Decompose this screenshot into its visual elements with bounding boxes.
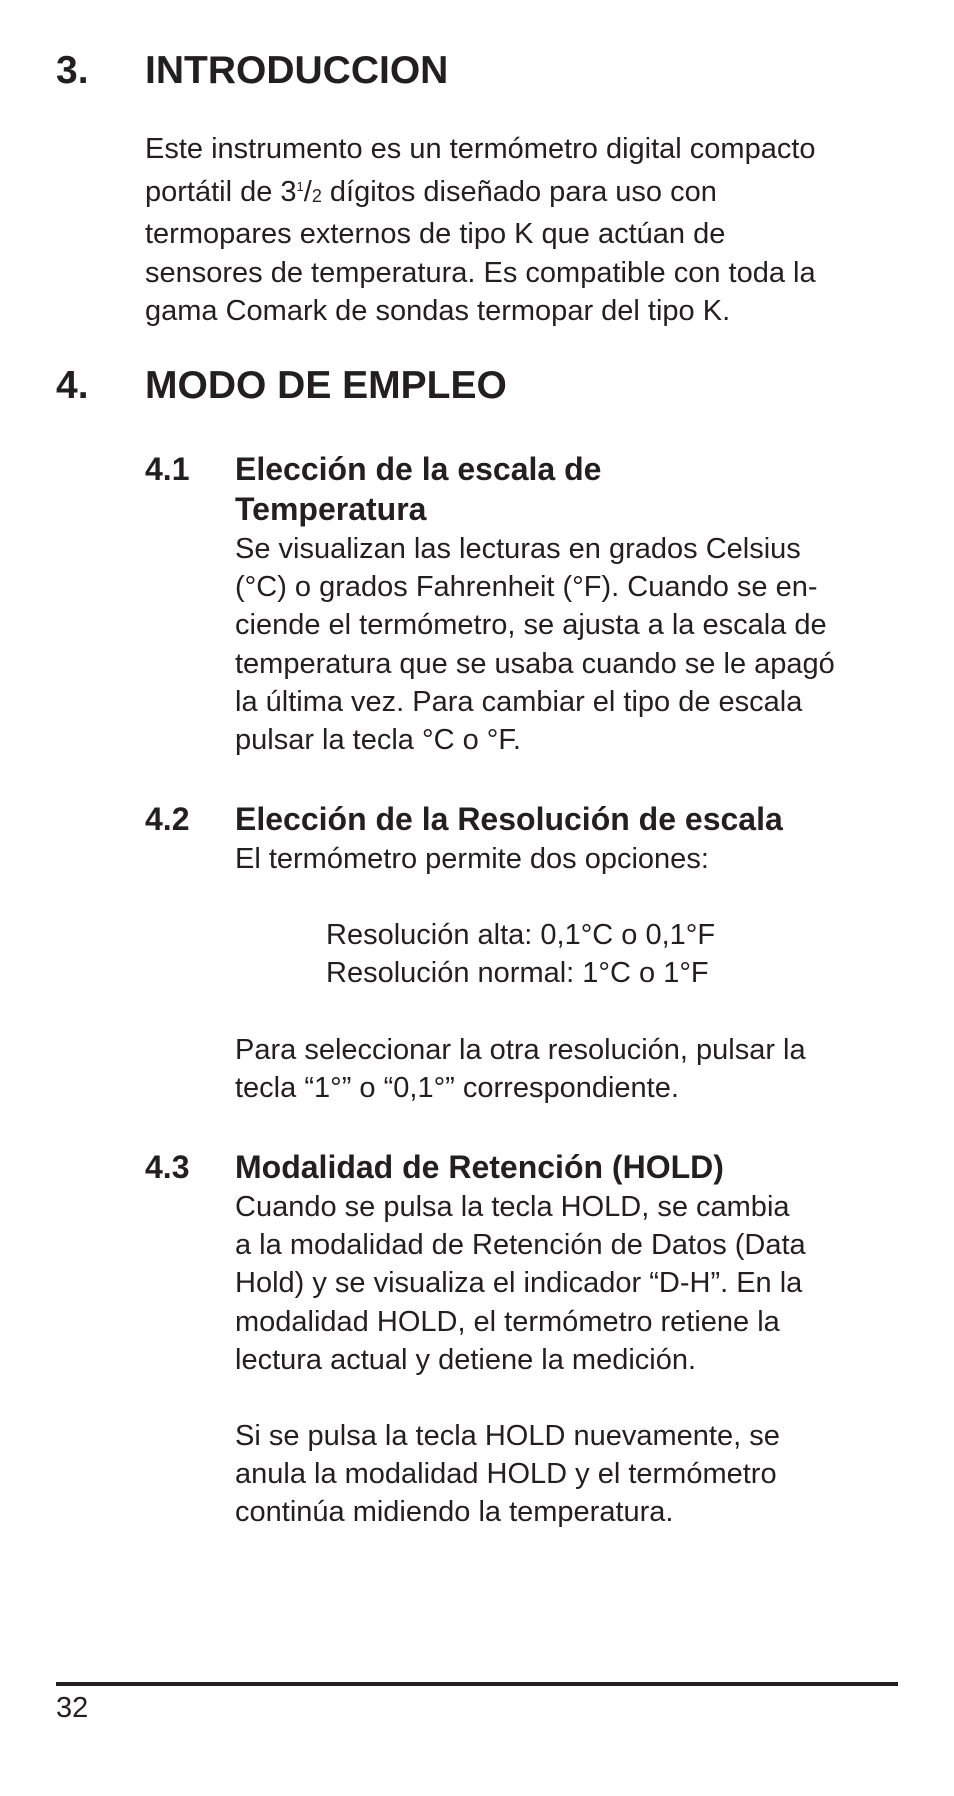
option-item: Resolución normal: 1°C o 1°F xyxy=(326,957,709,990)
option-item: Resolución alta: 0,1°C o 0,1°F xyxy=(326,919,716,951)
section-3-heading xyxy=(56,49,448,93)
section-4-heading xyxy=(56,364,507,408)
fraction-one-half: $^1/_2$ xyxy=(296,176,322,209)
subsection-4-2-after: Para seleccionar la otra resolución, pulsar la tecla “1°” o “0,1°” correspondiente. xyxy=(235,1034,806,1105)
text-line: Este instrumento es un termómetro digital compacto xyxy=(145,133,816,165)
page-number: 32 xyxy=(56,1692,89,1724)
section-number: 4. xyxy=(56,364,89,407)
text-line: portátil de $3^1/_2$ dígitos diseñado para uso con xyxy=(145,176,717,209)
section-title: MODO DE EMPLEO xyxy=(145,364,507,407)
subsection-title: Elección de la escala de Temperatura xyxy=(235,451,602,527)
subsection-number: 4.1 xyxy=(145,451,190,487)
subsection-title: Elección de la Resolución de escala xyxy=(235,801,783,837)
section-title: INTRODUCCION xyxy=(145,49,449,92)
subsection-4-3-body: Cuando se pulsa la tecla HOLD, se cambia a la modalidad de Retención de Datos (Data Hold) y se visualiza el indicador “D-H”. En la modalidad HOLD, el termómetro retiene la lectura actual y detiene la medición. xyxy=(235,1191,806,1376)
text-line: gama Comark de sondas termopar del tipo K. xyxy=(145,294,731,327)
subsection-number: 4.2 xyxy=(145,801,190,837)
intro-paragraph xyxy=(145,130,816,330)
subsection-4-2-body: El termómetro permite dos opciones: xyxy=(235,843,709,875)
text-line: sensores de temperatura. Es compatible con toda la xyxy=(145,256,816,289)
section-number: 3. xyxy=(56,49,89,92)
text-line: termopares externos de tipo K que actúan de xyxy=(145,218,726,251)
subsection-4-1-body: Se visualizan las lecturas en grados Celsius (°C) o grados Fahrenheit (°F). Cuando se en- ciende el termómetro, se ajusta a la escala de temperatura que se usaba cuando se le apagó la última vez. Para cambiar el tipo de escala pulsar la tecla °C o °F. xyxy=(235,533,835,757)
subsection-title: Modalidad de Retención (HOLD) xyxy=(235,1149,724,1185)
resolution-options xyxy=(326,916,715,992)
footer-divider xyxy=(56,1682,898,1686)
subsection-4-3-after: Si se pulsa la tecla HOLD nuevamente, se anula la modalidad HOLD y el termómetro continúa midiendo la temperatura. xyxy=(235,1420,780,1529)
subsection-number: 4.3 xyxy=(145,1149,190,1185)
